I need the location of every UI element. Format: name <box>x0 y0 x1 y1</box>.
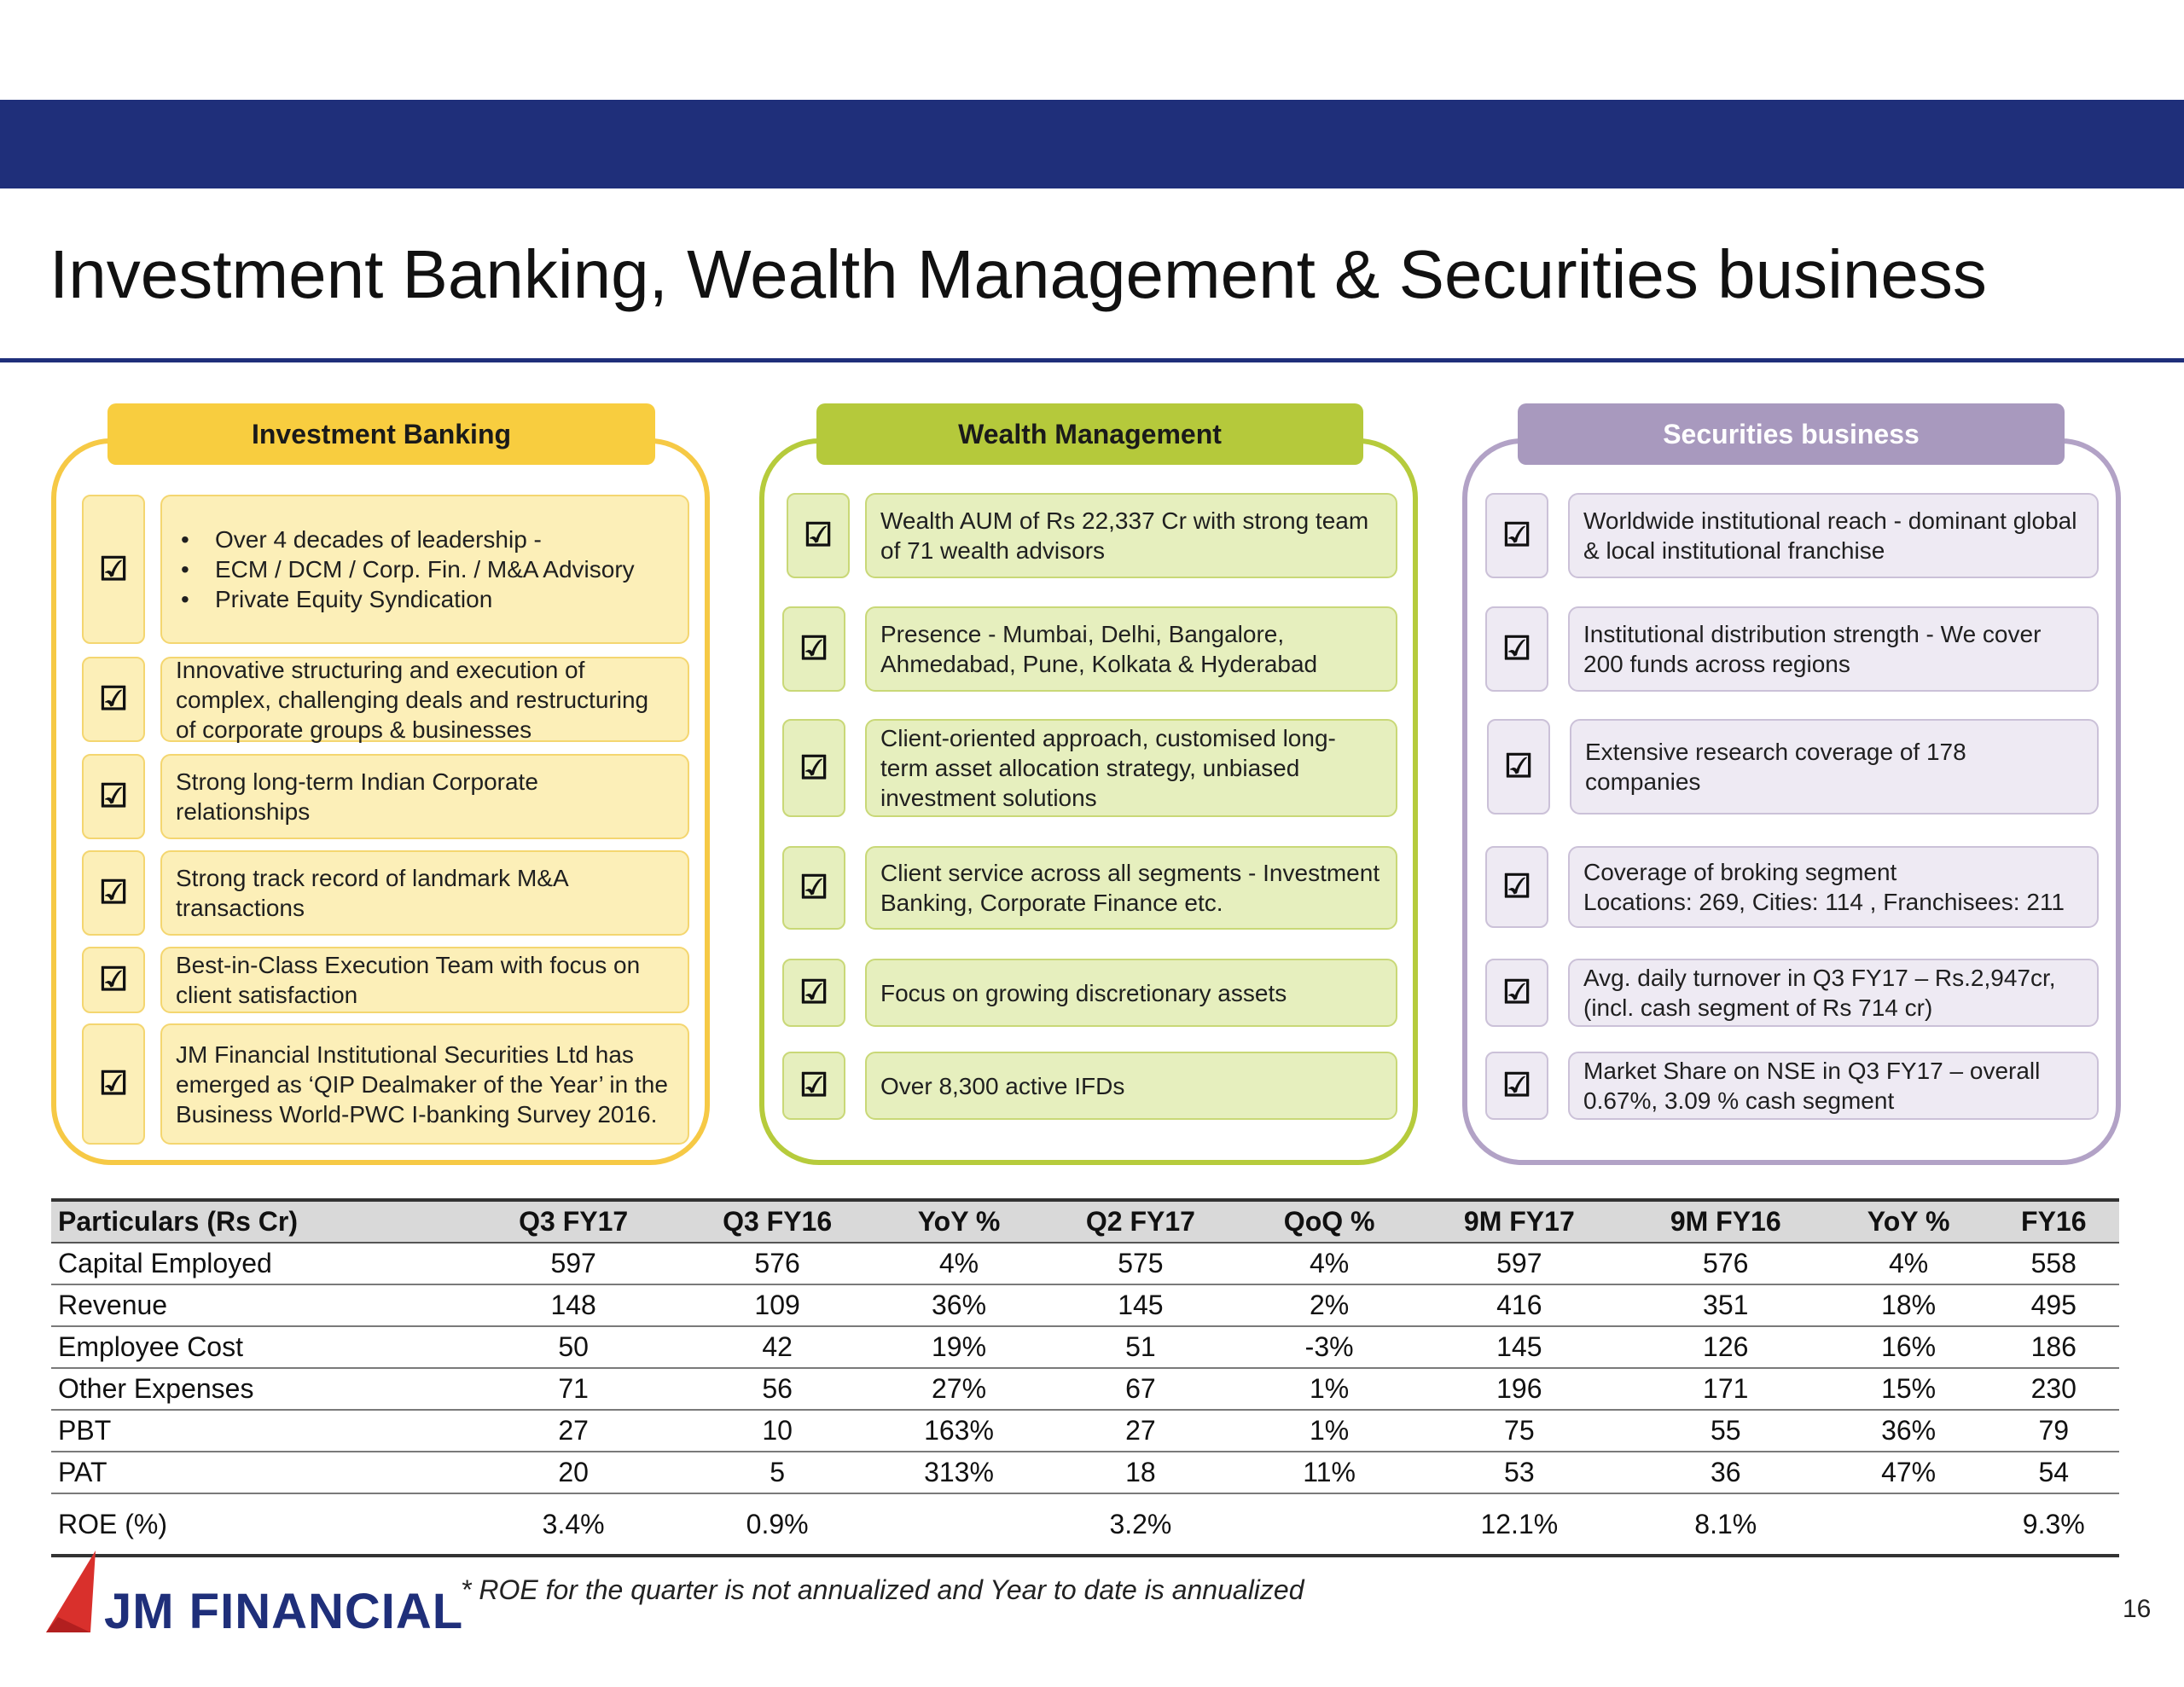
table-cell: 597 <box>472 1243 676 1284</box>
table-cell: 19% <box>880 1326 1039 1368</box>
sb-item: Institutional distribution strength - We cover 200 funds across regions <box>1568 606 2099 692</box>
ib-item: Strong track record of landmark M&A transactions <box>160 850 689 936</box>
table-cell: 4% <box>1829 1243 1989 1284</box>
table-cell: 145 <box>1416 1326 1623 1368</box>
table-cell: 4% <box>880 1243 1039 1284</box>
sb-item: Avg. daily turnover in Q3 FY17 – Rs.2,947cr, (incl. cash segment of Rs 714 cr) <box>1568 959 2099 1027</box>
table-cell: Revenue <box>51 1284 472 1326</box>
table-cell: 558 <box>1989 1243 2119 1284</box>
table-row <box>51 1326 2119 1368</box>
table-cell: 20 <box>472 1452 676 1493</box>
table-cell: 5 <box>676 1452 880 1493</box>
checkbox-icon: ☑ <box>1485 959 1548 1027</box>
table-cell: 126 <box>1623 1326 1829 1368</box>
column-header: Q2 FY17 <box>1038 1200 1242 1243</box>
table-cell: 11% <box>1242 1452 1415 1493</box>
column-header: QoQ % <box>1242 1200 1415 1243</box>
checkbox-icon: ☑ <box>787 493 850 578</box>
investment-banking-header: Investment Banking <box>107 403 655 465</box>
column-header: YoY % <box>880 1200 1039 1243</box>
column-header: YoY % <box>1829 1200 1989 1243</box>
table-cell: 171 <box>1623 1368 1829 1410</box>
table-cell: 54 <box>1989 1452 2119 1493</box>
table-cell: 42 <box>676 1326 880 1368</box>
table-cell: 230 <box>1989 1368 2119 1410</box>
ib-bullet: • ECM / DCM / Corp. Fin. / M&A Advisory <box>215 554 635 584</box>
checkbox-icon: ☑ <box>782 959 845 1027</box>
table-cell: 9.3% <box>1989 1493 2119 1556</box>
table-cell: 576 <box>1623 1243 1829 1284</box>
sb-item-broking <box>1568 846 2099 928</box>
table-cell: 27% <box>880 1368 1039 1410</box>
ib-item: Innovative structuring and execution of complex, challenging deals and restructuring of corporate groups & businesses <box>160 657 689 742</box>
checkbox-icon: ☑ <box>82 947 145 1013</box>
ib-bullet: • Over 4 decades of leadership - <box>215 525 635 554</box>
wealth-management-header: Wealth Management <box>816 403 1363 465</box>
table-cell: 27 <box>1038 1410 1242 1452</box>
table-cell: 8.1% <box>1623 1493 1829 1556</box>
table-cell <box>1829 1493 1989 1556</box>
title-divider <box>0 358 2184 362</box>
table-cell: Employee Cost <box>51 1326 472 1368</box>
table-cell: Other Expenses <box>51 1368 472 1410</box>
sb-item-line: Locations: 269, Cities: 114 , Franchisees: 211 <box>1583 889 2065 915</box>
table-cell: Capital Employed <box>51 1243 472 1284</box>
top-banner <box>0 100 2184 188</box>
wm-item: Client service across all segments - Investment Banking, Corporate Finance etc. <box>865 846 1397 930</box>
table-cell: 10 <box>676 1410 880 1452</box>
table-cell: 597 <box>1416 1243 1623 1284</box>
table-cell: 67 <box>1038 1368 1242 1410</box>
table-cell: 313% <box>880 1452 1039 1493</box>
checkbox-icon: ☑ <box>82 657 145 742</box>
table-cell <box>1242 1493 1415 1556</box>
table-cell: 51 <box>1038 1326 1242 1368</box>
checkbox-icon: ☑ <box>82 754 145 839</box>
securities-business-header: Securities business <box>1518 403 2065 465</box>
wm-item: Wealth AUM of Rs 22,337 Cr with strong team of 71 wealth advisors <box>865 493 1397 578</box>
table-cell: 145 <box>1038 1284 1242 1326</box>
wm-item: Presence - Mumbai, Delhi, Bangalore, Ahmedabad, Pune, Kolkata & Hyderabad <box>865 606 1397 692</box>
checkbox-icon: ☑ <box>1485 846 1548 928</box>
sb-item: Worldwide institutional reach - dominant global & local institutional franchise <box>1568 493 2099 578</box>
table-header-row <box>51 1200 2119 1243</box>
table-cell: 4% <box>1242 1243 1415 1284</box>
page-number: 16 <box>2123 1595 2152 1623</box>
table-cell: 55 <box>1623 1410 1829 1452</box>
checkbox-icon: ☑ <box>782 606 845 692</box>
table-cell: 576 <box>676 1243 880 1284</box>
table-cell: 47% <box>1829 1452 1989 1493</box>
column-header: 9M FY17 <box>1416 1200 1623 1243</box>
wm-item: Over 8,300 active IFDs <box>865 1052 1397 1120</box>
table-cell: 36% <box>880 1284 1039 1326</box>
checkbox-icon: ☑ <box>782 719 845 817</box>
column-header: 9M FY16 <box>1623 1200 1829 1243</box>
table-cell: 495 <box>1989 1284 2119 1326</box>
table-cell: 36% <box>1829 1410 1989 1452</box>
table-cell: 1% <box>1242 1368 1415 1410</box>
table-cell: ROE (%) <box>51 1493 472 1556</box>
checkbox-icon: ☑ <box>1485 493 1548 578</box>
table-cell: 416 <box>1416 1284 1623 1326</box>
table-row <box>51 1368 2119 1410</box>
table-cell: 50 <box>472 1326 676 1368</box>
ib-item: Best-in-Class Execution Team with focus on client satisfaction <box>160 947 689 1013</box>
table-cell: 1% <box>1242 1410 1415 1452</box>
column-header: Q3 FY16 <box>676 1200 880 1243</box>
ib-item-leadership <box>160 495 689 644</box>
wm-item: Focus on growing discretionary assets <box>865 959 1397 1027</box>
wm-item: Client-oriented approach, customised long-term asset allocation strategy, unbiased investment solutions <box>865 719 1397 817</box>
checkbox-icon: ☑ <box>1485 1052 1548 1120</box>
table-row <box>51 1493 2119 1556</box>
table-cell: 2% <box>1242 1284 1415 1326</box>
checkbox-icon: ☑ <box>1485 606 1548 692</box>
column-header: FY16 <box>1989 1200 2119 1243</box>
table-cell: PBT <box>51 1410 472 1452</box>
table-cell: 12.1% <box>1416 1493 1623 1556</box>
table-cell: 27 <box>472 1410 676 1452</box>
table-cell: 15% <box>1829 1368 1989 1410</box>
checkbox-icon: ☑ <box>782 846 845 930</box>
ib-item: Strong long-term Indian Corporate relationships <box>160 754 689 839</box>
page-title: Investment Banking, Wealth Management & Securities business <box>49 236 1987 312</box>
table-cell: 148 <box>472 1284 676 1326</box>
table-cell: 75 <box>1416 1410 1623 1452</box>
column-header: Particulars (Rs Cr) <box>51 1200 472 1243</box>
table-cell: 79 <box>1989 1410 2119 1452</box>
table-cell: 0.9% <box>676 1493 880 1556</box>
table-cell: 186 <box>1989 1326 2119 1368</box>
table-cell: 18 <box>1038 1452 1242 1493</box>
ib-item: JM Financial Institutional Securities Ltd has emerged as ‘QIP Dealmaker of the Year’ in the Business World-PWC I-banking Survey 2016. <box>160 1023 689 1145</box>
table-cell: 196 <box>1416 1368 1623 1410</box>
table-cell: -3% <box>1242 1326 1415 1368</box>
table-cell <box>880 1493 1039 1556</box>
table-cell: 53 <box>1416 1452 1623 1493</box>
table-cell: 36 <box>1623 1452 1829 1493</box>
checkbox-icon: ☑ <box>82 495 145 644</box>
financial-table <box>51 1198 2119 1557</box>
table-cell: PAT <box>51 1452 472 1493</box>
sb-item: Market Share on NSE in Q3 FY17 – overall 0.67%, 3.09 % cash segment <box>1568 1052 2099 1120</box>
checkbox-icon: ☑ <box>782 1052 845 1120</box>
table-cell: 575 <box>1038 1243 1242 1284</box>
table-cell: 3.2% <box>1038 1493 1242 1556</box>
table-cell: 71 <box>472 1368 676 1410</box>
footnote: * ROE for the quarter is not annualized and Year to date is annualized <box>461 1574 1304 1605</box>
checkbox-icon: ☑ <box>1487 719 1550 815</box>
logo-text: JM FINANCIAL <box>104 1584 464 1639</box>
checkbox-icon: ☑ <box>82 1023 145 1145</box>
table-cell: 16% <box>1829 1326 1989 1368</box>
table-row <box>51 1452 2119 1493</box>
checkbox-icon: ☑ <box>82 850 145 936</box>
table-cell: 109 <box>676 1284 880 1326</box>
column-header: Q3 FY17 <box>472 1200 676 1243</box>
sb-item-line: Coverage of broking segment <box>1583 859 1897 885</box>
table-row <box>51 1410 2119 1452</box>
table-cell: 163% <box>880 1410 1039 1452</box>
table-cell: 351 <box>1623 1284 1829 1326</box>
table-cell: 3.4% <box>472 1493 676 1556</box>
ib-bullet: • Private Equity Syndication <box>215 584 635 614</box>
table-cell: 18% <box>1829 1284 1989 1326</box>
sb-item: Extensive research coverage of 178 companies <box>1570 719 2099 815</box>
table-row <box>51 1243 2119 1284</box>
table-row <box>51 1284 2119 1326</box>
table-cell: 56 <box>676 1368 880 1410</box>
